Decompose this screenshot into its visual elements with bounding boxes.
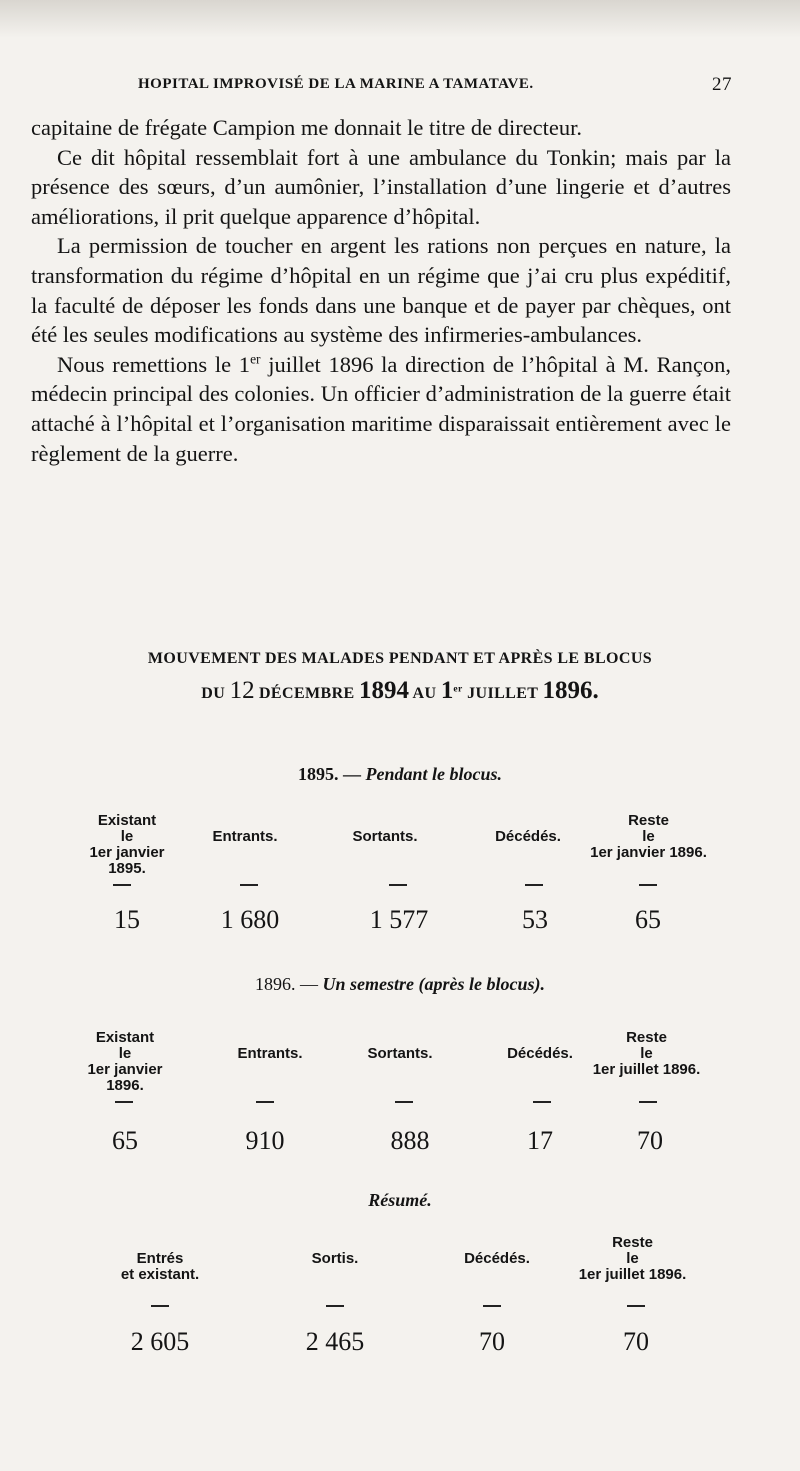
dash — [395, 1101, 413, 1103]
dash — [627, 1305, 645, 1307]
dash — [639, 884, 657, 886]
running-title: HOPITAL IMPROVISÉ DE LA MARINE A TAMATAVE. — [138, 76, 534, 92]
table2-value-sortants: 888 — [390, 1126, 430, 1155]
table2-value-entrants: 910 — [245, 1126, 285, 1155]
table2-col-decedes: Décédés. — [507, 1045, 573, 1062]
table1-heading — [0, 764, 800, 785]
table3-value-decedes: 70 — [479, 1327, 505, 1356]
col-line: Existant — [97, 812, 157, 829]
col-line: le — [642, 828, 655, 845]
table3-heading: Résumé. — [368, 1190, 432, 1210]
paragraph-4-start: Nous remettions le 1 — [57, 351, 251, 377]
st-year1: 1894 — [359, 677, 410, 704]
dash — [525, 884, 543, 886]
superscript: er — [250, 351, 261, 367]
col-line: 1er janvier 1896. — [87, 1061, 163, 1094]
table3-value-reste: 70 — [623, 1327, 649, 1356]
col-line: 1er juillet 1896. — [578, 1266, 687, 1283]
table2-value-reste: 70 — [637, 1126, 663, 1155]
table1-value-decedes: 53 — [522, 905, 548, 934]
paragraph-4-end: juillet 1896 la direction de l’hôpital à M. Rançon, médecin principal des colonies. Un officier d’administration de la guerre était attaché à l’hôpital et l’organisation maritime disparaissait entièrement avec le règlement de la guerre. — [31, 351, 731, 466]
dash — [240, 884, 258, 886]
col-line: 1er janvier 1896. — [590, 844, 707, 861]
table1-value-existant: 15 — [114, 905, 140, 934]
paragraph-1: capitaine de frégate Campion me donnait le titre de directeur. — [31, 115, 583, 140]
st-year2: 1896. — [542, 677, 599, 704]
table1-year: 1895. — — [297, 764, 366, 784]
dash — [326, 1305, 344, 1307]
page-number: 27 — [712, 74, 732, 95]
section-title-line2 — [60, 677, 740, 705]
col-line: Existant — [95, 1029, 155, 1046]
col-line: le — [118, 1045, 132, 1062]
table2-col-reste — [584, 1030, 709, 1078]
col-line: le — [626, 1250, 639, 1267]
dash — [389, 884, 407, 886]
st-decembre: DÉCEMBRE — [254, 685, 360, 702]
table2-col-sortants: Sortants. — [367, 1045, 433, 1062]
table2-col-entrants: Entrants. — [237, 1045, 303, 1062]
dash — [256, 1101, 274, 1103]
col-line: le — [640, 1045, 653, 1062]
section-title-line1: MOUVEMENT DES MALADES PENDANT ET APRÈS LE BLOCUS — [147, 650, 653, 667]
col-line: Reste — [626, 1029, 667, 1046]
st-first: 1 — [440, 677, 454, 704]
table1-col-reste — [586, 813, 711, 861]
col-line: Reste — [628, 812, 669, 829]
table1-col-decedes: Décédés. — [495, 828, 561, 845]
dash — [151, 1305, 169, 1307]
col-line: 1er janvier 1895. — [89, 844, 165, 877]
table2-subtitle: Un semestre (après le blocus). — [322, 974, 545, 994]
table1-subtitle: Pendant le blocus. — [365, 764, 502, 784]
dash — [113, 884, 131, 886]
dash — [115, 1101, 133, 1103]
dash — [639, 1101, 657, 1103]
table1-col-existant — [72, 813, 182, 877]
table1-col-entrants: Entrants. — [212, 828, 278, 845]
col-line: 1er juillet 1896. — [592, 1061, 701, 1078]
table2-year: 1896. — — [255, 974, 323, 994]
table3-col-reste — [570, 1235, 695, 1283]
table2-value-existant: 65 — [112, 1126, 138, 1155]
scan-edge — [0, 0, 800, 38]
st-au: AU — [409, 685, 441, 702]
st-juillet: JUILLET — [462, 685, 543, 702]
dash — [533, 1101, 551, 1103]
paragraph-3: La permission de toucher en argent les rations non perçues en nature, la transformation du régime d’hôpital en un régime que j’ai cru plus expéditif, la faculté de déposer les fonds dans une banque et de payer par chèques, ont été les seules modifications au système des infirmeries-ambulances. — [31, 233, 731, 348]
table2-heading — [0, 974, 800, 995]
st-sup: er — [453, 683, 463, 695]
table3-col-decedes: Décédés. — [464, 1250, 530, 1267]
table1-value-reste: 65 — [635, 905, 661, 934]
col-line: et existant. — [120, 1266, 200, 1283]
table3-col-entres — [95, 1251, 225, 1283]
paragraph-4 — [31, 350, 731, 468]
st-du: DU — [201, 685, 230, 702]
table1-value-entrants: 1 680 — [220, 905, 280, 934]
col-line: Entrés — [136, 1250, 184, 1267]
table1-value-sortants: 1 577 — [369, 905, 429, 934]
table3-col-sortis: Sortis. — [311, 1250, 359, 1267]
table1-col-sortants: Sortants. — [352, 828, 418, 845]
st-day: 12 — [229, 677, 255, 704]
table2-value-decedes: 17 — [527, 1126, 553, 1155]
table3-value-sortis: 2 465 — [305, 1327, 365, 1356]
body-text — [31, 113, 731, 468]
col-line: le — [120, 828, 134, 845]
dash — [483, 1305, 501, 1307]
table2-col-existant — [70, 1030, 180, 1094]
table3-value-entres: 2 605 — [130, 1327, 190, 1356]
col-line: Reste — [612, 1234, 653, 1251]
paragraph-2: Ce dit hôpital ressemblait fort à une ambulance du Tonkin; mais par la présence des sœurs, d’un aumônier, l’installation d’une lingerie et d’autres améliorations, il prit quelque apparence d’hôpital. — [31, 144, 731, 229]
